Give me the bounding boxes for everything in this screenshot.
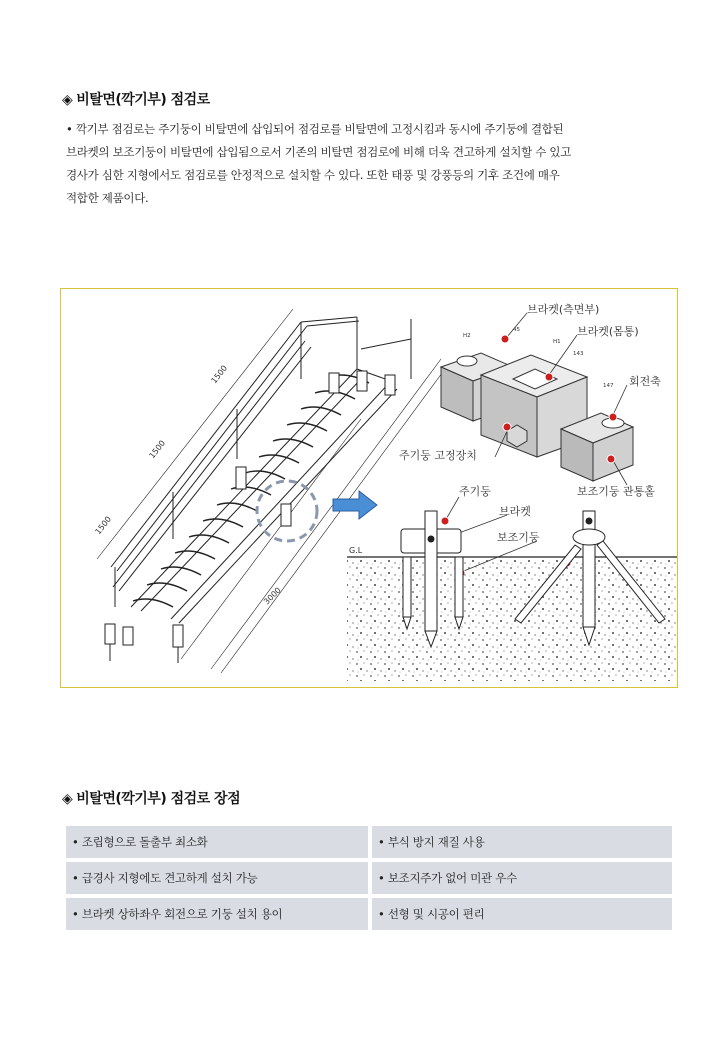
- paragraph-line: 브라켓의 보조기둥이 비탈면에 삽입됨으로서 기존의 비탈면 점검로에 비해 더욱 견고하게 설치할 수 있고: [66, 145, 572, 159]
- description-paragraph: [66, 118, 676, 210]
- section-title: 비탈면(깍기부) 점검로: [76, 92, 210, 108]
- table-row: [66, 826, 672, 858]
- label-bracket-body: 브라켓(몸통): [577, 325, 639, 338]
- dimension-label: 45: [513, 327, 520, 333]
- diamond-marker-icon: ◈: [62, 92, 73, 108]
- advantage-item: • 조립형으로 돌출부 최소화: [66, 826, 372, 858]
- label-rotation-axis: 회전축: [629, 375, 661, 388]
- diamond-marker-icon: ◈: [62, 791, 73, 807]
- drawing-svg: [61, 289, 679, 689]
- dimension-label: 147: [603, 383, 614, 389]
- ground-level-label: G.L: [349, 546, 363, 555]
- advantage-item: • 부식 방지 재질 사용: [372, 826, 672, 858]
- table-row: [66, 898, 672, 930]
- section-title: 비탈면(깍기부) 점검로 장점: [76, 791, 241, 807]
- advantages-table: [66, 822, 672, 934]
- dimension-label: H2: [463, 333, 471, 339]
- advantage-item: • 급경사 지형에도 견고하게 설치 가능: [66, 862, 372, 894]
- label-aux-post: 보조기둥: [497, 531, 540, 544]
- dimension-label: 1500: [93, 514, 114, 537]
- label-bracket: 브라켓: [499, 505, 531, 518]
- advantage-item: • 선형 및 시공이 편리: [372, 898, 672, 930]
- label-main-post: 주기둥: [459, 485, 491, 498]
- dimension-label: 143: [573, 351, 584, 357]
- label-main-post-fixer: 주기둥 고정장치: [399, 449, 477, 462]
- label-bracket-side: 브라켓(측면부): [527, 303, 600, 316]
- technical-drawing-figure: [60, 288, 678, 688]
- dimension-label: 1500: [209, 363, 230, 386]
- dimension-label: H1: [553, 339, 561, 345]
- table-row: [66, 862, 672, 894]
- section-heading-advantages: [62, 788, 240, 808]
- advantage-item: • 브라켓 상하좌우 회전으로 기둥 설치 용이: [66, 898, 372, 930]
- label-aux-post-hole: 보조기둥 관통홀: [577, 485, 655, 498]
- paragraph-line: 경사가 심한 지형에서도 점검로를 안정적으로 설치할 수 있다. 또한 태풍 및 강풍등의 기후 조건에 매우: [66, 168, 560, 182]
- paragraph-line: • 깍기부 점검로는 주기둥이 비탈면에 삽입되어 점검로를 비탈면에 고정시킴과 동시에 주기둥에 결합된: [66, 122, 564, 136]
- advantage-item: • 보조지주가 없어 미관 우수: [372, 862, 672, 894]
- paragraph-line: 적합한 제품이다.: [66, 191, 149, 205]
- dimension-label: 3000: [262, 585, 283, 607]
- dimension-label: 1500: [147, 438, 168, 461]
- section-heading-slope-walkway: [62, 89, 210, 109]
